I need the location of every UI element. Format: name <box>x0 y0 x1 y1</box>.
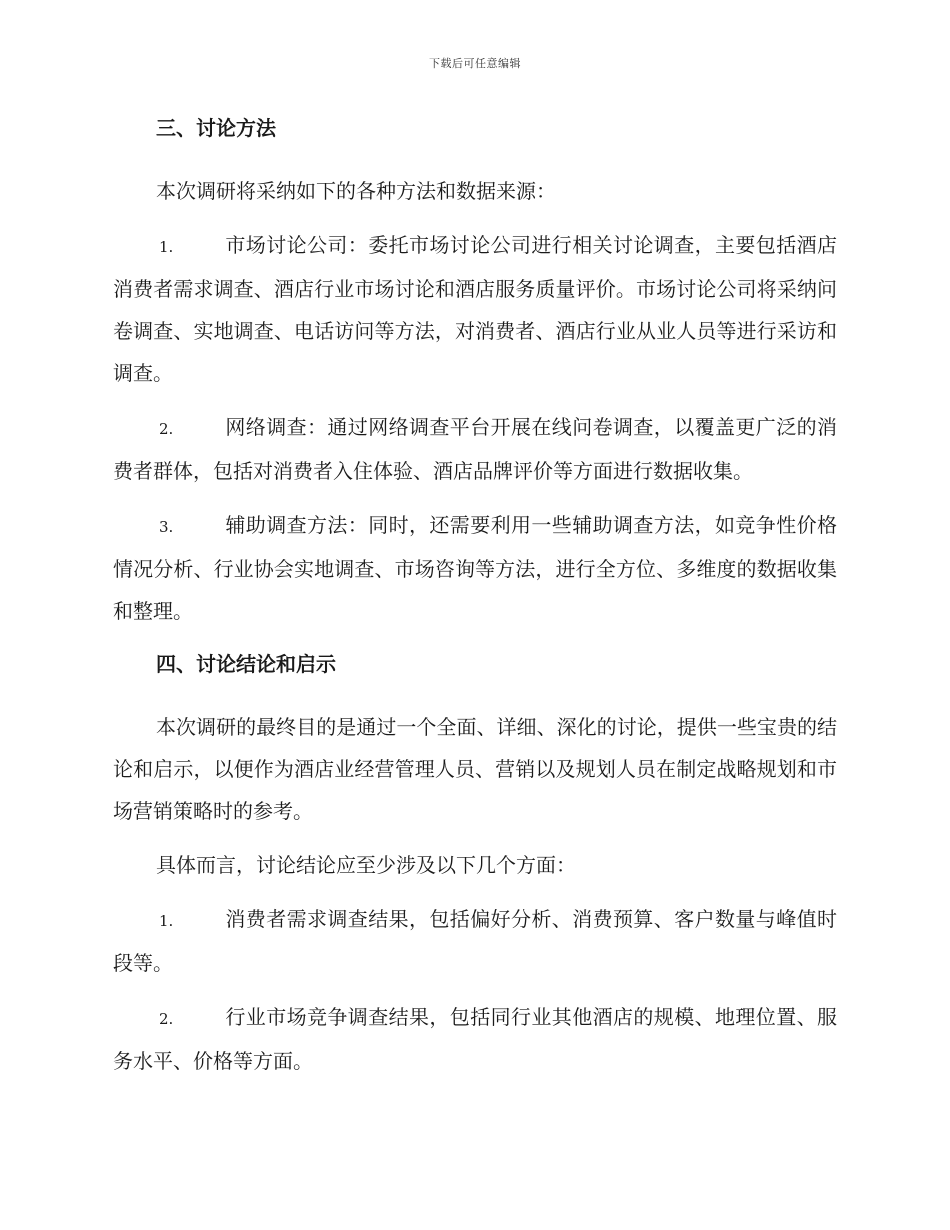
list-item <box>113 898 837 984</box>
list-item-text: 市场讨论公司：委托市场讨论公司进行相关讨论调查，主要包括酒店消费者需求调查、酒店行业市场讨论和酒店服务质量评价。市场讨论公司将采纳问卷调查、实地调查、电话访问等方法，对消费者、酒店行业从业人员等进行采访和调查。 <box>113 233 837 385</box>
list-item-number: 2. <box>159 1010 174 1028</box>
document-body <box>113 108 837 1094</box>
section-intro: 本次调研将采纳如下的各种方法和数据来源： <box>156 179 556 203</box>
list-item <box>113 406 837 492</box>
section-intro: 本次调研的最终目的是通过一个全面、详细、深化的讨论，提供一些宝贵的结论和启示，以便作为酒店业经营管理人员、营销以及规划人员在制定战略规划和市场营销策略时的参考。 <box>113 715 837 823</box>
list-item <box>113 996 837 1082</box>
list-item-text: 行业市场竞争调查结果，包括同行业其他酒店的规模、地理位置、服务水平、价格等方面。 <box>113 1005 837 1073</box>
list-item-text: 网络调查：通过网络调查平台开展在线问卷调查，以覆盖更广泛的消费者群体，包括对消费者入住体验、酒店品牌评价等方面进行数据收集。 <box>113 415 837 483</box>
list-item <box>113 224 837 394</box>
section-heading-conclusions: 四、讨论结论和启示 <box>156 652 336 676</box>
list-item-text: 辅助调查方法：同时，还需要利用一些辅助调查方法，如竞争性价格情况分析、行业协会实地调查、市场咨询等方法，进行全方位、多维度的数据收集和整理。 <box>113 513 837 623</box>
header-note: 下载后可任意编辑 <box>429 57 521 70</box>
list-item-text: 消费者需求调查结果，包括偏好分析、消费预算、客户数量与峰值时段等。 <box>113 907 837 975</box>
list-item-number: 1. <box>159 238 174 256</box>
list-item-number: 1. <box>159 912 174 930</box>
list-item-number: 3. <box>159 518 174 536</box>
list-item <box>113 504 837 632</box>
section-intro-secondary: 具体而言，讨论结论应至少涉及以下几个方面： <box>156 853 576 877</box>
list-item-number: 2. <box>159 420 174 438</box>
section-heading-methods: 三、讨论方法 <box>156 116 276 140</box>
